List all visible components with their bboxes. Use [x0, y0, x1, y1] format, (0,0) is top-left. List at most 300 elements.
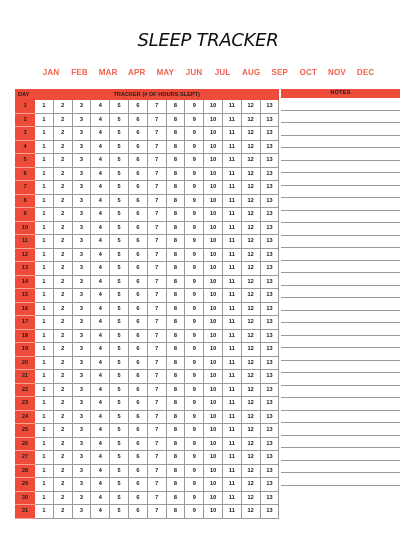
- hour-cell[interactable]: 9: [185, 451, 204, 465]
- hour-cell[interactable]: 13: [260, 275, 279, 289]
- month-jun[interactable]: JUN: [185, 68, 203, 77]
- hour-cell[interactable]: 12: [241, 100, 260, 114]
- hour-cell[interactable]: 2: [53, 221, 72, 235]
- hour-cell[interactable]: 7: [147, 383, 166, 397]
- hour-cell[interactable]: 11: [222, 140, 241, 154]
- hour-cell[interactable]: 11: [222, 194, 241, 208]
- hour-cell[interactable]: 8: [166, 262, 185, 276]
- hour-cell[interactable]: 11: [222, 100, 241, 114]
- note-line[interactable]: [281, 248, 400, 261]
- hour-cell[interactable]: 13: [260, 316, 279, 330]
- hour-cell[interactable]: 12: [241, 478, 260, 492]
- hour-cell[interactable]: 1: [35, 437, 54, 451]
- hour-cell[interactable]: 8: [166, 491, 185, 505]
- hour-cell[interactable]: 11: [222, 302, 241, 316]
- hour-cell[interactable]: 13: [260, 127, 279, 141]
- hour-cell[interactable]: 8: [166, 505, 185, 519]
- hour-cell[interactable]: 2: [53, 127, 72, 141]
- hour-cell[interactable]: 1: [35, 505, 54, 519]
- hour-cell[interactable]: 10: [204, 194, 223, 208]
- note-line[interactable]: [281, 111, 400, 124]
- hour-cell[interactable]: 11: [222, 167, 241, 181]
- hour-cell[interactable]: 7: [147, 370, 166, 384]
- hour-cell[interactable]: 10: [204, 289, 223, 303]
- hour-cell[interactable]: 10: [204, 397, 223, 411]
- note-line[interactable]: [281, 173, 400, 186]
- hour-cell[interactable]: 8: [166, 154, 185, 168]
- hour-cell[interactable]: 3: [72, 194, 91, 208]
- note-line[interactable]: [281, 461, 400, 474]
- hour-cell[interactable]: 12: [241, 248, 260, 262]
- hour-cell[interactable]: 12: [241, 208, 260, 222]
- hour-cell[interactable]: 4: [91, 248, 110, 262]
- hour-cell[interactable]: 12: [241, 127, 260, 141]
- hour-cell[interactable]: 13: [260, 505, 279, 519]
- hour-cell[interactable]: 4: [91, 181, 110, 195]
- hour-cell[interactable]: 11: [222, 289, 241, 303]
- hour-cell[interactable]: 5: [110, 451, 129, 465]
- hour-cell[interactable]: 9: [185, 262, 204, 276]
- hour-cell[interactable]: 7: [147, 437, 166, 451]
- hour-cell[interactable]: 6: [128, 343, 147, 357]
- hour-cell[interactable]: 12: [241, 329, 260, 343]
- hour-cell[interactable]: 11: [222, 329, 241, 343]
- month-nov[interactable]: NOV: [328, 68, 346, 77]
- hour-cell[interactable]: 2: [53, 167, 72, 181]
- hour-cell[interactable]: 10: [204, 167, 223, 181]
- hour-cell[interactable]: 6: [128, 478, 147, 492]
- hour-cell[interactable]: 8: [166, 167, 185, 181]
- hour-cell[interactable]: 6: [128, 167, 147, 181]
- hour-cell[interactable]: 10: [204, 464, 223, 478]
- hour-cell[interactable]: 12: [241, 356, 260, 370]
- hour-cell[interactable]: 10: [204, 302, 223, 316]
- hour-cell[interactable]: 6: [128, 316, 147, 330]
- note-line[interactable]: [281, 186, 400, 199]
- hour-cell[interactable]: 10: [204, 127, 223, 141]
- hour-cell[interactable]: 4: [91, 356, 110, 370]
- hour-cell[interactable]: 13: [260, 262, 279, 276]
- hour-cell[interactable]: 13: [260, 100, 279, 114]
- hour-cell[interactable]: 2: [53, 248, 72, 262]
- hour-cell[interactable]: 8: [166, 464, 185, 478]
- hour-cell[interactable]: 8: [166, 289, 185, 303]
- hour-cell[interactable]: 2: [53, 194, 72, 208]
- hour-cell[interactable]: 5: [110, 302, 129, 316]
- hour-cell[interactable]: 7: [147, 140, 166, 154]
- hour-cell[interactable]: 3: [72, 181, 91, 195]
- hour-cell[interactable]: 12: [241, 113, 260, 127]
- month-may[interactable]: MAY: [156, 68, 175, 77]
- hour-cell[interactable]: 7: [147, 100, 166, 114]
- hour-cell[interactable]: 6: [128, 275, 147, 289]
- hour-cell[interactable]: 2: [53, 397, 72, 411]
- hour-cell[interactable]: 5: [110, 140, 129, 154]
- hour-cell[interactable]: 10: [204, 275, 223, 289]
- hour-cell[interactable]: 13: [260, 221, 279, 235]
- hour-cell[interactable]: 6: [128, 127, 147, 141]
- hour-cell[interactable]: 9: [185, 505, 204, 519]
- hour-cell[interactable]: 13: [260, 235, 279, 249]
- hour-cell[interactable]: 1: [35, 113, 54, 127]
- hour-cell[interactable]: 4: [91, 397, 110, 411]
- hour-cell[interactable]: 9: [185, 370, 204, 384]
- month-jan[interactable]: JAN: [42, 68, 60, 77]
- hour-cell[interactable]: 8: [166, 140, 185, 154]
- note-line[interactable]: [281, 286, 400, 299]
- hour-cell[interactable]: 4: [91, 113, 110, 127]
- hour-cell[interactable]: 5: [110, 478, 129, 492]
- hour-cell[interactable]: 4: [91, 127, 110, 141]
- hour-cell[interactable]: 3: [72, 140, 91, 154]
- hour-cell[interactable]: 3: [72, 221, 91, 235]
- hour-cell[interactable]: 11: [222, 464, 241, 478]
- note-line[interactable]: [281, 261, 400, 274]
- hour-cell[interactable]: 4: [91, 343, 110, 357]
- hour-cell[interactable]: 13: [260, 437, 279, 451]
- hour-cell[interactable]: 11: [222, 451, 241, 465]
- hour-cell[interactable]: 8: [166, 113, 185, 127]
- hour-cell[interactable]: 1: [35, 194, 54, 208]
- hour-cell[interactable]: 5: [110, 221, 129, 235]
- note-line[interactable]: [281, 423, 400, 436]
- hour-cell[interactable]: 3: [72, 262, 91, 276]
- hour-cell[interactable]: 6: [128, 397, 147, 411]
- hour-cell[interactable]: 8: [166, 235, 185, 249]
- hour-cell[interactable]: 2: [53, 302, 72, 316]
- hour-cell[interactable]: 1: [35, 464, 54, 478]
- note-line[interactable]: [281, 136, 400, 149]
- hour-cell[interactable]: 6: [128, 464, 147, 478]
- hour-cell[interactable]: 1: [35, 248, 54, 262]
- hour-cell[interactable]: 8: [166, 397, 185, 411]
- hour-cell[interactable]: 11: [222, 181, 241, 195]
- hour-cell[interactable]: 8: [166, 302, 185, 316]
- hour-cell[interactable]: 11: [222, 505, 241, 519]
- hour-cell[interactable]: 10: [204, 181, 223, 195]
- hour-cell[interactable]: 8: [166, 248, 185, 262]
- hour-cell[interactable]: 5: [110, 316, 129, 330]
- hour-cell[interactable]: 10: [204, 505, 223, 519]
- hour-cell[interactable]: 13: [260, 397, 279, 411]
- hour-cell[interactable]: 4: [91, 383, 110, 397]
- hour-cell[interactable]: 1: [35, 329, 54, 343]
- hour-cell[interactable]: 2: [53, 410, 72, 424]
- hour-cell[interactable]: 9: [185, 113, 204, 127]
- note-line[interactable]: [281, 448, 400, 461]
- hour-cell[interactable]: 10: [204, 235, 223, 249]
- note-line[interactable]: [281, 311, 400, 324]
- hour-cell[interactable]: 3: [72, 505, 91, 519]
- hour-cell[interactable]: 8: [166, 194, 185, 208]
- hour-cell[interactable]: 2: [53, 505, 72, 519]
- note-line[interactable]: [281, 373, 400, 386]
- hour-cell[interactable]: 13: [260, 410, 279, 424]
- note-line[interactable]: [281, 473, 400, 486]
- hour-cell[interactable]: 4: [91, 437, 110, 451]
- hour-cell[interactable]: 5: [110, 505, 129, 519]
- hour-cell[interactable]: 5: [110, 491, 129, 505]
- hour-cell[interactable]: 11: [222, 383, 241, 397]
- hour-cell[interactable]: 4: [91, 505, 110, 519]
- hour-cell[interactable]: 12: [241, 154, 260, 168]
- hour-cell[interactable]: 10: [204, 478, 223, 492]
- hour-cell[interactable]: 9: [185, 289, 204, 303]
- hour-cell[interactable]: 3: [72, 235, 91, 249]
- hour-cell[interactable]: 6: [128, 370, 147, 384]
- hour-cell[interactable]: 4: [91, 221, 110, 235]
- hour-cell[interactable]: 5: [110, 275, 129, 289]
- hour-cell[interactable]: 4: [91, 491, 110, 505]
- hour-cell[interactable]: 8: [166, 221, 185, 235]
- hour-cell[interactable]: 9: [185, 491, 204, 505]
- hour-cell[interactable]: 3: [72, 451, 91, 465]
- hour-cell[interactable]: 1: [35, 424, 54, 438]
- hour-cell[interactable]: 4: [91, 424, 110, 438]
- hour-cell[interactable]: 6: [128, 437, 147, 451]
- hour-cell[interactable]: 10: [204, 329, 223, 343]
- hour-cell[interactable]: 5: [110, 100, 129, 114]
- hour-cell[interactable]: 1: [35, 127, 54, 141]
- hour-cell[interactable]: 12: [241, 181, 260, 195]
- hour-cell[interactable]: 7: [147, 113, 166, 127]
- hour-cell[interactable]: 7: [147, 329, 166, 343]
- hour-cell[interactable]: 1: [35, 302, 54, 316]
- hour-cell[interactable]: 13: [260, 343, 279, 357]
- hour-cell[interactable]: 7: [147, 464, 166, 478]
- hour-cell[interactable]: 3: [72, 113, 91, 127]
- hour-cell[interactable]: 10: [204, 208, 223, 222]
- hour-cell[interactable]: 12: [241, 397, 260, 411]
- hour-cell[interactable]: 8: [166, 424, 185, 438]
- hour-cell[interactable]: 5: [110, 194, 129, 208]
- hour-cell[interactable]: 11: [222, 275, 241, 289]
- note-line[interactable]: [281, 411, 400, 424]
- hour-cell[interactable]: 10: [204, 113, 223, 127]
- hour-cell[interactable]: 13: [260, 451, 279, 465]
- month-jul[interactable]: JUL: [214, 68, 231, 77]
- hour-cell[interactable]: 2: [53, 289, 72, 303]
- hour-cell[interactable]: 11: [222, 397, 241, 411]
- hour-cell[interactable]: 5: [110, 343, 129, 357]
- month-aug[interactable]: AUG: [241, 68, 261, 77]
- hour-cell[interactable]: 7: [147, 451, 166, 465]
- hour-cell[interactable]: 4: [91, 302, 110, 316]
- hour-cell[interactable]: 13: [260, 370, 279, 384]
- hour-cell[interactable]: 6: [128, 154, 147, 168]
- note-line[interactable]: [281, 98, 400, 111]
- note-line[interactable]: [281, 236, 400, 249]
- hour-cell[interactable]: 11: [222, 127, 241, 141]
- hour-cell[interactable]: 4: [91, 262, 110, 276]
- note-line[interactable]: [281, 361, 400, 374]
- hour-cell[interactable]: 3: [72, 437, 91, 451]
- hour-cell[interactable]: 8: [166, 275, 185, 289]
- hour-cell[interactable]: 1: [35, 478, 54, 492]
- hour-cell[interactable]: 6: [128, 208, 147, 222]
- note-line[interactable]: [281, 323, 400, 336]
- hour-cell[interactable]: 13: [260, 167, 279, 181]
- hour-cell[interactable]: 10: [204, 410, 223, 424]
- hour-cell[interactable]: 3: [72, 100, 91, 114]
- hour-cell[interactable]: 3: [72, 410, 91, 424]
- hour-cell[interactable]: 1: [35, 100, 54, 114]
- hour-cell[interactable]: 1: [35, 235, 54, 249]
- note-line[interactable]: [281, 161, 400, 174]
- hour-cell[interactable]: 12: [241, 221, 260, 235]
- hour-cell[interactable]: 8: [166, 181, 185, 195]
- hour-cell[interactable]: 13: [260, 424, 279, 438]
- hour-cell[interactable]: 9: [185, 316, 204, 330]
- hour-cell[interactable]: 6: [128, 113, 147, 127]
- hour-cell[interactable]: 3: [72, 275, 91, 289]
- hour-cell[interactable]: 9: [185, 424, 204, 438]
- note-line[interactable]: [281, 198, 400, 211]
- hour-cell[interactable]: 2: [53, 262, 72, 276]
- hour-cell[interactable]: 5: [110, 208, 129, 222]
- hour-cell[interactable]: 5: [110, 329, 129, 343]
- hour-cell[interactable]: 1: [35, 154, 54, 168]
- hour-cell[interactable]: 10: [204, 140, 223, 154]
- hour-cell[interactable]: 9: [185, 221, 204, 235]
- hour-cell[interactable]: 13: [260, 208, 279, 222]
- hour-cell[interactable]: 10: [204, 154, 223, 168]
- hour-cell[interactable]: 12: [241, 491, 260, 505]
- hour-cell[interactable]: 4: [91, 235, 110, 249]
- hour-cell[interactable]: 13: [260, 194, 279, 208]
- hour-cell[interactable]: 8: [166, 329, 185, 343]
- hour-cell[interactable]: 2: [53, 424, 72, 438]
- month-mar[interactable]: MAR: [98, 68, 118, 77]
- hour-cell[interactable]: 5: [110, 154, 129, 168]
- hour-cell[interactable]: 9: [185, 302, 204, 316]
- hour-cell[interactable]: 6: [128, 451, 147, 465]
- hour-cell[interactable]: 3: [72, 127, 91, 141]
- hour-cell[interactable]: 7: [147, 248, 166, 262]
- hour-cell[interactable]: 1: [35, 356, 54, 370]
- hour-cell[interactable]: 10: [204, 316, 223, 330]
- hour-cell[interactable]: 12: [241, 437, 260, 451]
- hour-cell[interactable]: 3: [72, 370, 91, 384]
- hour-cell[interactable]: 13: [260, 302, 279, 316]
- hour-cell[interactable]: 7: [147, 289, 166, 303]
- hour-cell[interactable]: 12: [241, 424, 260, 438]
- hour-cell[interactable]: 5: [110, 127, 129, 141]
- hour-cell[interactable]: 8: [166, 478, 185, 492]
- hour-cell[interactable]: 3: [72, 302, 91, 316]
- hour-cell[interactable]: 4: [91, 154, 110, 168]
- hour-cell[interactable]: 3: [72, 154, 91, 168]
- hour-cell[interactable]: 6: [128, 181, 147, 195]
- hour-cell[interactable]: 7: [147, 478, 166, 492]
- hour-cell[interactable]: 6: [128, 302, 147, 316]
- hour-cell[interactable]: 5: [110, 397, 129, 411]
- hour-cell[interactable]: 5: [110, 181, 129, 195]
- note-line[interactable]: [281, 336, 400, 349]
- hour-cell[interactable]: 2: [53, 275, 72, 289]
- hour-cell[interactable]: 6: [128, 248, 147, 262]
- hour-cell[interactable]: 7: [147, 505, 166, 519]
- hour-cell[interactable]: 6: [128, 424, 147, 438]
- hour-cell[interactable]: 3: [72, 289, 91, 303]
- hour-cell[interactable]: 1: [35, 343, 54, 357]
- hour-cell[interactable]: 7: [147, 208, 166, 222]
- hour-cell[interactable]: 7: [147, 397, 166, 411]
- hour-cell[interactable]: 5: [110, 235, 129, 249]
- hour-cell[interactable]: 11: [222, 437, 241, 451]
- hour-cell[interactable]: 7: [147, 356, 166, 370]
- hour-cell[interactable]: 8: [166, 316, 185, 330]
- hour-cell[interactable]: 12: [241, 167, 260, 181]
- hour-cell[interactable]: 3: [72, 478, 91, 492]
- hour-cell[interactable]: 5: [110, 289, 129, 303]
- hour-cell[interactable]: 1: [35, 275, 54, 289]
- note-line[interactable]: [281, 123, 400, 136]
- hour-cell[interactable]: 2: [53, 208, 72, 222]
- hour-cell[interactable]: 11: [222, 491, 241, 505]
- hour-cell[interactable]: 13: [260, 154, 279, 168]
- hour-cell[interactable]: 9: [185, 235, 204, 249]
- note-line[interactable]: [281, 436, 400, 449]
- hour-cell[interactable]: 4: [91, 275, 110, 289]
- hour-cell[interactable]: 5: [110, 383, 129, 397]
- hour-cell[interactable]: 1: [35, 383, 54, 397]
- hour-cell[interactable]: 9: [185, 248, 204, 262]
- hour-cell[interactable]: 3: [72, 424, 91, 438]
- hour-cell[interactable]: 9: [185, 343, 204, 357]
- hour-cell[interactable]: 9: [185, 127, 204, 141]
- hour-cell[interactable]: 3: [72, 343, 91, 357]
- hour-cell[interactable]: 11: [222, 154, 241, 168]
- hour-cell[interactable]: 8: [166, 410, 185, 424]
- hour-cell[interactable]: 4: [91, 370, 110, 384]
- hour-cell[interactable]: 6: [128, 262, 147, 276]
- hour-cell[interactable]: 1: [35, 221, 54, 235]
- hour-cell[interactable]: 2: [53, 154, 72, 168]
- hour-cell[interactable]: 10: [204, 356, 223, 370]
- hour-cell[interactable]: 5: [110, 424, 129, 438]
- hour-cell[interactable]: 8: [166, 343, 185, 357]
- hour-cell[interactable]: 10: [204, 248, 223, 262]
- hour-cell[interactable]: 6: [128, 356, 147, 370]
- hour-cell[interactable]: 1: [35, 451, 54, 465]
- hour-cell[interactable]: 1: [35, 262, 54, 276]
- hour-cell[interactable]: 1: [35, 208, 54, 222]
- month-oct[interactable]: OCT: [299, 68, 318, 77]
- hour-cell[interactable]: 13: [260, 356, 279, 370]
- hour-cell[interactable]: 1: [35, 316, 54, 330]
- hour-cell[interactable]: 4: [91, 140, 110, 154]
- hour-cell[interactable]: 8: [166, 437, 185, 451]
- hour-cell[interactable]: 7: [147, 154, 166, 168]
- hour-cell[interactable]: 12: [241, 343, 260, 357]
- hour-cell[interactable]: 13: [260, 113, 279, 127]
- hour-cell[interactable]: 8: [166, 370, 185, 384]
- hour-cell[interactable]: 7: [147, 491, 166, 505]
- hour-cell[interactable]: 10: [204, 221, 223, 235]
- hour-cell[interactable]: 3: [72, 383, 91, 397]
- hour-cell[interactable]: 3: [72, 316, 91, 330]
- hour-cell[interactable]: 9: [185, 478, 204, 492]
- hour-cell[interactable]: 5: [110, 262, 129, 276]
- hour-cell[interactable]: 5: [110, 370, 129, 384]
- hour-cell[interactable]: 2: [53, 343, 72, 357]
- hour-cell[interactable]: 12: [241, 370, 260, 384]
- hour-cell[interactable]: 9: [185, 208, 204, 222]
- hour-cell[interactable]: 2: [53, 140, 72, 154]
- hour-cell[interactable]: 2: [53, 437, 72, 451]
- hour-cell[interactable]: 5: [110, 356, 129, 370]
